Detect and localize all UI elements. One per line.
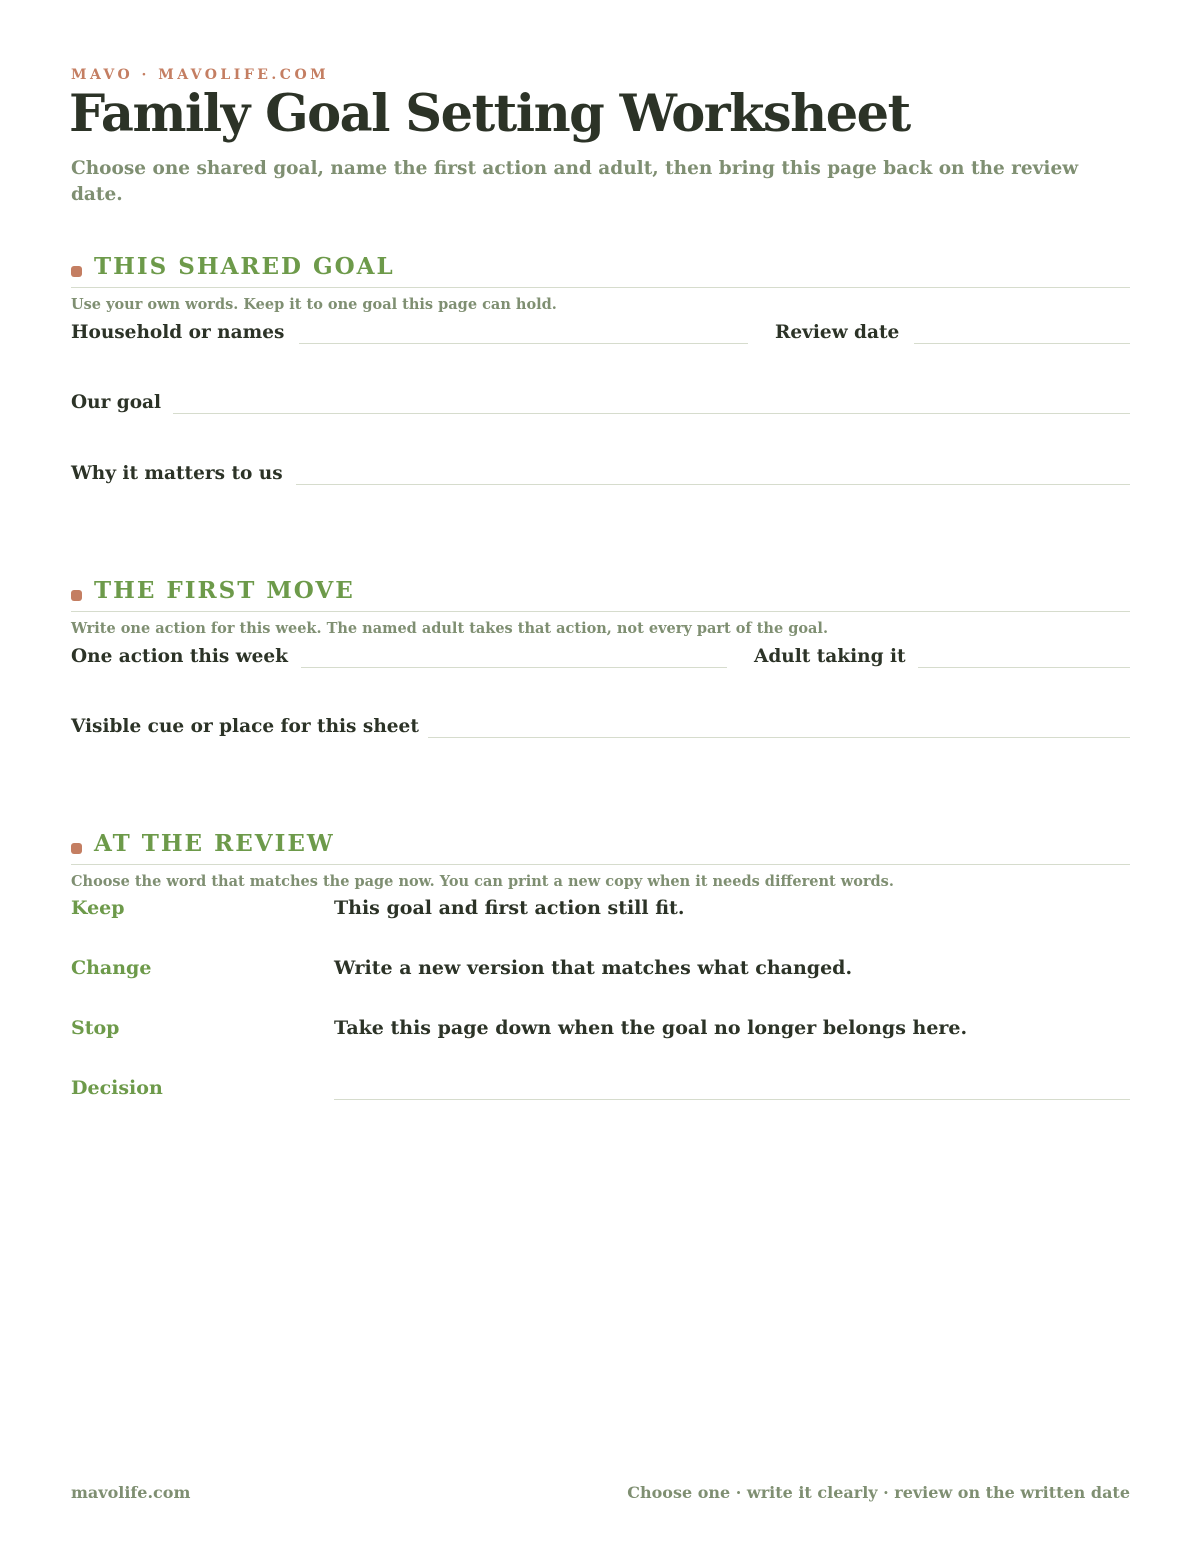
section-bullet-icon	[71, 590, 82, 601]
adult-field[interactable]	[918, 667, 1130, 668]
section-review-header	[71, 830, 1130, 865]
section-title: THIS SHARED GOAL	[94, 253, 395, 280]
section-title: THE FIRST MOVE	[94, 577, 355, 604]
why-field[interactable]	[296, 484, 1130, 485]
household-field[interactable]	[299, 343, 748, 344]
review-date-label: Review date	[775, 322, 900, 343]
our-goal-field[interactable]	[173, 413, 1130, 414]
page-subtitle: Choose one shared goal, name the first action and adult, then bring this page back on the review date.	[71, 158, 1079, 205]
worksheet-page	[71, 0, 1130, 1553]
review-option-desc: Write a new version that matches what changed.	[334, 957, 853, 979]
footer-site: mavolife.com	[71, 1483, 191, 1502]
page-title: Family Goal Setting Worksheet	[69, 84, 910, 144]
review-option-change: Change	[71, 957, 152, 979]
section-shared-goal-header	[71, 253, 1130, 288]
review-option-keep: Keep	[71, 897, 125, 919]
footer-tagline: Choose one · write it clearly · review on the written date	[627, 1483, 1130, 1502]
decision-field[interactable]	[334, 1099, 1130, 1100]
section-note: Use your own words. Keep it to one goal this page can hold.	[71, 296, 557, 313]
our-goal-label: Our goal	[71, 392, 162, 413]
review-option-desc: This goal and first action still fit.	[334, 897, 685, 919]
section-title: AT THE REVIEW	[94, 830, 335, 857]
action-label: One action this week	[71, 646, 288, 667]
review-option-stop: Stop	[71, 1017, 120, 1039]
household-label: Household or names	[71, 322, 285, 343]
section-bullet-icon	[71, 266, 82, 277]
section-note: Write one action for this week. The named adult takes that action, not every part of the goal.	[71, 620, 828, 637]
brand-line: MAVO · MAVOLIFE.COM	[71, 67, 330, 83]
section-bullet-icon	[71, 843, 82, 854]
review-option-desc: Take this page down when the goal no longer belongs here.	[334, 1017, 968, 1039]
decision-label: Decision	[71, 1077, 163, 1099]
review-date-field[interactable]	[914, 343, 1130, 344]
cue-label: Visible cue or place for this sheet	[71, 716, 419, 737]
cue-field[interactable]	[428, 737, 1130, 738]
why-label: Why it matters to us	[71, 463, 283, 484]
section-first-move-header	[71, 577, 1130, 612]
adult-label: Adult taking it	[754, 646, 906, 667]
action-field[interactable]	[301, 667, 727, 668]
section-note: Choose the word that matches the page now. You can print a new copy when it needs different words.	[71, 873, 894, 890]
